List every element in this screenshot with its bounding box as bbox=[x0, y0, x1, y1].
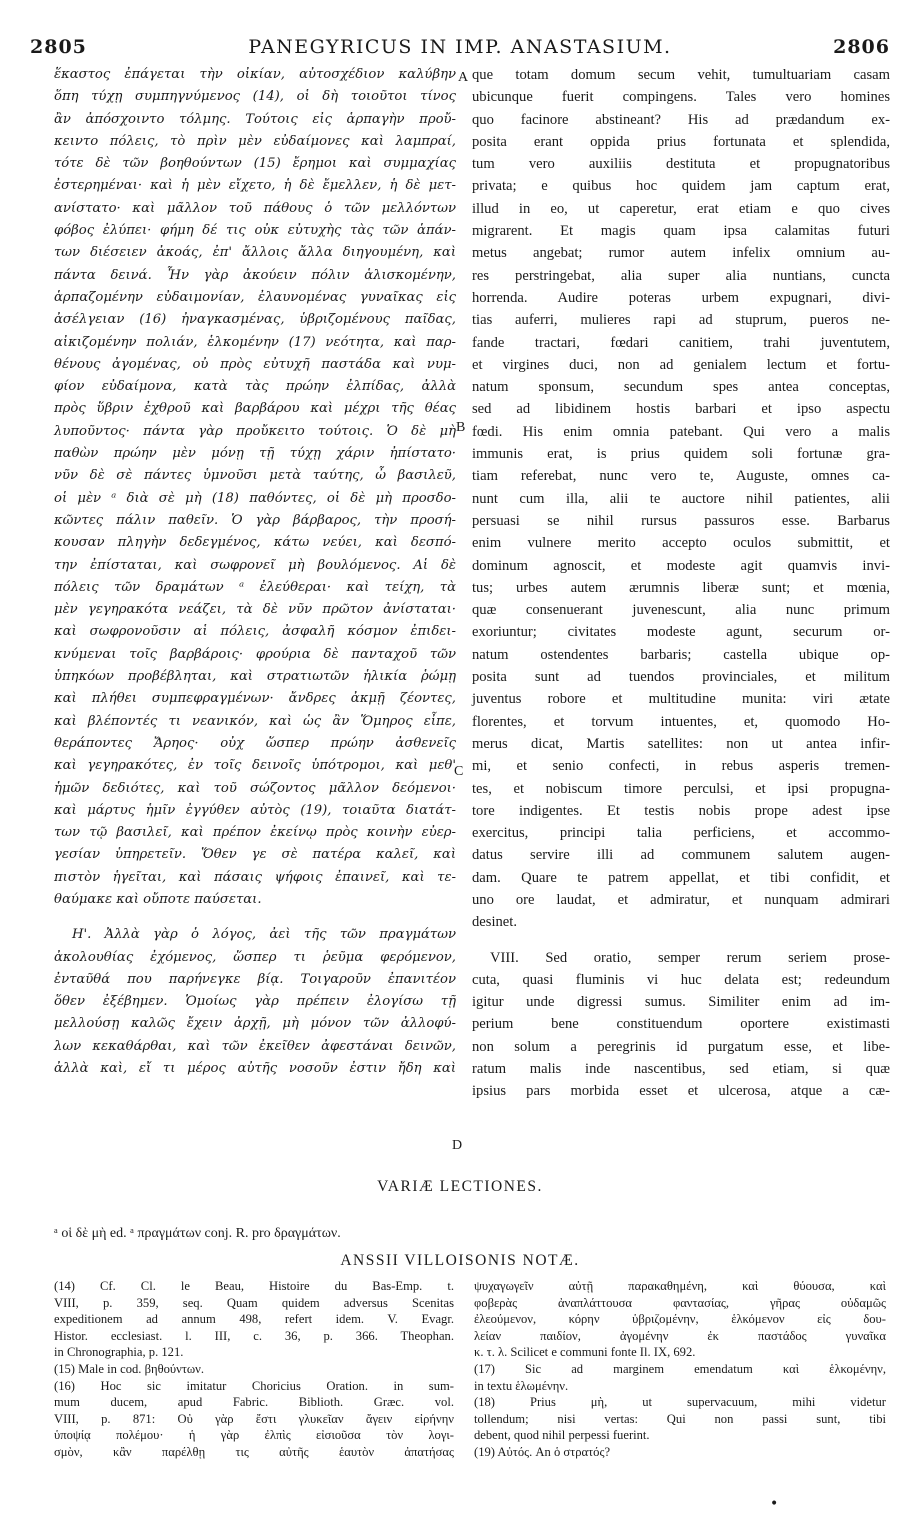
notes-title: ANSSII VILLOISONIS NOTÆ. bbox=[340, 1252, 580, 1269]
note-line: VIII, p. 359, seq. Quam quidem adversus Scenitas bbox=[54, 1295, 454, 1310]
text-line: sed ad libidinem hostis barbari et ipso aspectu bbox=[472, 401, 890, 418]
text-line: res perstringebat, alia super alia nuntians, cuncta bbox=[472, 267, 890, 284]
text-line: non solum a peregrinis id purgatum esse, et libe- bbox=[472, 1038, 890, 1055]
text-line: tes, et nobiscum timore perculsi, et ipsi propugna- bbox=[472, 780, 890, 797]
text-line: μὲν γεγηρακότα νεάζει, τὰ δὲ νῦν πρῶτον ἀνίσταται· bbox=[54, 602, 456, 618]
notes-right-column bbox=[474, 1278, 886, 1461]
text-line: enim vulnere merito accepto oculos submittit, et bbox=[472, 535, 890, 552]
text-line: ratum malis inde nascentibus, sed etiam, si quæ bbox=[472, 1061, 890, 1078]
margin-letter-a: A bbox=[458, 70, 469, 85]
text-line: ὅπη τύχῃ συμπηγνύμενος (14), οἱ δὴ τοιοῦτοι τίνος bbox=[54, 89, 456, 105]
note-line: (19) Αὐτός. An ὁ στρατός? bbox=[474, 1444, 611, 1459]
text-line: ipsius pars morbida esset et ulcerosa, atque a cæ- bbox=[472, 1083, 890, 1100]
bottom-mark: • bbox=[770, 1496, 779, 1512]
variae-lectiones-text: ᵃ οἱ δὲ μὴ ed. ᵃ πραγμάτων conj. R. pro δραγμάτων. bbox=[54, 1226, 341, 1241]
text-line: exercitus, principi talia perficiens, et accommo- bbox=[472, 825, 890, 842]
margin-letter-d: D bbox=[452, 1138, 463, 1153]
note-line: σμὸν, κἂν παρέλθῃ τις αὐτῆς ἑαυτὸν ἀπατήσας bbox=[54, 1444, 454, 1459]
text-line: horrenda. Audire poteras urbem expugnari, divi- bbox=[472, 289, 890, 306]
text-line: desinet. bbox=[472, 914, 517, 931]
note-line: κ. τ. λ. Scilicet e communi fonte Il. IX, 692. bbox=[474, 1345, 696, 1360]
text-line: πόλεις τῶν δραμάτων ᵃ ἐλεύθεραι· καὶ τείχη, τὰ bbox=[54, 579, 456, 595]
note-line: tollendum; nisi vertas: Qui non passi sunt, tibi bbox=[474, 1411, 886, 1426]
note-line: (14) Cf. Cl. le Beau, Histoire du Bas-Emp. t. bbox=[54, 1279, 454, 1293]
note-line: in Chronographia, p. 121. bbox=[54, 1345, 184, 1360]
text-line: ἀσέλγειαν (16) ἠναγκασμένας, ὑβριζομένους παῖδας, bbox=[54, 312, 456, 328]
text-line: juventus robore et multitudine munita: viri ætate bbox=[472, 691, 890, 708]
text-line: florentes, et torvum intuentes, et, quomodo Ho- bbox=[472, 713, 890, 730]
text-line: οἱ μὲν ᵃ διὰ σὲ μὴ (18) παθόντες, οἱ δὲ μὴ προσδο- bbox=[54, 490, 456, 506]
text-line: θένους ἀγομένας, οὐ πρὸς εὐτυχῆ παστάδα καὶ νυμ- bbox=[54, 356, 456, 372]
note-line: expeditionem ad annum 498, refert idem. V. Evagr. bbox=[54, 1312, 454, 1327]
note-line: (16) Hoc sic imitatur Choricius Oration. in sum- bbox=[54, 1378, 454, 1393]
text-line: των διέσειεν ἀκοάς, ἐπ' ἄλλοις ἄλλα διηγουμένη, καὶ bbox=[54, 245, 456, 261]
text-line: ἁρπαζομένην εὐδαιμονίαν, ἐλαυνομένας γυναῖκας εἰς bbox=[54, 289, 456, 305]
text-line: persuasi se nihil rursus passuros esse. Barbarus bbox=[472, 512, 890, 529]
text-line: θαύμακε καὶ οὔποτε παύσεται. bbox=[54, 891, 262, 907]
text-line: καὶ γεγηρακότες, ἐν τοῖς δεινοῖς ὑπότρομοι, καὶ μεθ' bbox=[54, 758, 456, 774]
text-line: πιστὸν ἡγεῖται, καὶ πάσαις ψήφοις ἐπαινεῖ, καὶ τε- bbox=[54, 869, 456, 885]
text-line: ἀκολουθίας ἐχόμενος, ὥσπερ τι ῥεῦμα φερόμενον, bbox=[54, 949, 456, 965]
text-line: uno ore laudat, et admiratur, et nunquam admirari bbox=[472, 891, 890, 908]
page-number-left: 2805 bbox=[30, 36, 87, 58]
text-line: φόβος ἐλύπει· φήμη δέ τις οὐκ εὐτυχὴς τὰς τῶν ἁπάν- bbox=[54, 223, 456, 239]
notes-left-column bbox=[54, 1278, 454, 1461]
text-line: καὶ σωφρονοῦσιν αἱ πόλεις, ἀσφαλῆ κόσμον ἐπιδει- bbox=[54, 624, 456, 640]
note-line: debent, quod nihil perpessi fuerint. bbox=[474, 1428, 650, 1443]
text-line: ὅθεν ἐξέβημεν. Ὁμοίως γὰρ πρέπειν ἐλογίσω τῇ bbox=[54, 994, 456, 1010]
text-line: θεράποντες Ἄρηος· οὐχ ὥσπερ πρώην ἀσθενεῖς bbox=[54, 735, 456, 751]
text-line: λυποῦντος· πάντα γὰρ προὔκειτο τούτοις. Ὁ δὲ μὴ bbox=[54, 423, 456, 439]
note-line: in textu ἑλωμένην. bbox=[474, 1378, 569, 1393]
text-line: καὶ μάρτυς ἡμῖν ἐγγύθεν αὐτὸς (19), τοιαῦτα διατάτ- bbox=[54, 802, 456, 818]
note-line: VIII, p. 871: Οὐ γὰρ ἔστι γλυκεῖαν ἄγειν εἰρήνην bbox=[54, 1411, 454, 1426]
text-line: πάντα δεινά. Ἦν γὰρ ἀκούειν πόλιν ἁλισκομένην, bbox=[54, 267, 456, 283]
text-line: νῦν δὲ σὲ πάντες ὑμνοῦσι μετὰ ταύτης, ὦ βασιλεῦ, bbox=[54, 468, 456, 484]
text-line: dominum agnoscit, et modeste agit quamvis invi- bbox=[472, 557, 890, 574]
text-line: Η'. Ἀλλὰ γὰρ ὁ λόγος, ἀεὶ τῆς τῶν πραγμάτων bbox=[72, 927, 456, 943]
greek-text-column bbox=[54, 64, 456, 1080]
text-line: et virgines duci, non ad genialem lectum et fortu- bbox=[472, 356, 890, 373]
text-line: perium bene constituendum oportere existimasti bbox=[472, 1016, 890, 1033]
text-line: κειντο πόλεις, τὸ πρὶν μὲν εὐδαίμονες καὶ λαμπραί, bbox=[54, 133, 456, 149]
note-line: Histor. ecclesiast. l. III, c. 36, p. 366. Theophan. bbox=[54, 1328, 454, 1343]
text-line: quo facinore abstineant? His ad prædandum ex- bbox=[472, 111, 890, 128]
text-line: metus angebat; rumor autem infelix omnium au- bbox=[472, 245, 890, 262]
text-line: καὶ βλέποντές τι νεανικόν, καὶ ὡς ἂν Ὅμηρος εἶπε, bbox=[54, 713, 456, 729]
note-line: ψυχαγωγεῖν αὐτῇ παρακαθημένη, καὶ θύουσα, καὶ bbox=[474, 1279, 886, 1293]
note-line: λείαν παιδίον, ἀγομένην ἐκ παστάδος γυναῖκα bbox=[474, 1328, 886, 1343]
text-line: natum ostendentes barbaris; castella ubique op- bbox=[472, 646, 890, 663]
text-line: tus; urbes autem ærumnis liberæ sunt; et mœnia, bbox=[472, 579, 890, 596]
note-line: mum ducem, apud Fabric. Biblioth. Græc. vol. bbox=[54, 1395, 454, 1410]
margin-letter-c: C bbox=[454, 764, 464, 779]
text-line: posita erant oppida prius fortunata et splendida, bbox=[472, 133, 890, 150]
text-line bbox=[54, 911, 456, 924]
text-line: ἕκαστος ἐπάγεται τὴν οἰκίαν, αὐτοσχέδιον καλύβην bbox=[54, 67, 456, 82]
text-line: dam. Quare te patrem appellat, et tibi confidit, et bbox=[472, 869, 890, 886]
note-line: (18) Prius μὴ, ut supervacuum, mihi videtur bbox=[474, 1395, 886, 1410]
text-line: nunt cum illa, alii te auctore nihil patientes, alii bbox=[472, 490, 890, 507]
text-line: merus dicat, Martis satellites: non ut antea infir- bbox=[472, 735, 890, 752]
text-line: πρὸς ὕβριν ἐχθροῦ καὶ βαρβάρου καὶ μέχρι τῆς θέας bbox=[54, 401, 456, 417]
margin-letter-b: B bbox=[456, 420, 466, 435]
text-line: tum vero auxiliis destituta et propugnatoribus bbox=[472, 156, 890, 173]
text-line: datus servire illi ad communem salutem augen- bbox=[472, 847, 890, 864]
text-line: natum sponsum, secundum spes antea conceptas, bbox=[472, 379, 890, 396]
text-line: γεσίαν ὑπηρετεῖν. Ὅθεν γε σὲ πατέρα καλεῖ, καὶ bbox=[54, 847, 456, 863]
text-line: mi, et senio confecti, in rebus asperis tremen- bbox=[472, 758, 890, 775]
note-line: (17) Sic ad marginem emendatum καὶ ἑλκομένην, bbox=[474, 1361, 886, 1376]
note-line: ὑποψίᾳ πολέμου· ἡ γὰρ ἐλπὶς εἰσιοῦσα τὸν λογι- bbox=[54, 1428, 454, 1443]
text-line: αἰκιζομένην πολιάν, ἑλκομένην (17) νεότητα, καὶ παρ- bbox=[54, 334, 456, 350]
text-line: κνύμεναι τοῖς βαρβάροις· φρούρια δὲ πανταχοῦ τῶν bbox=[54, 646, 456, 662]
variae-lectiones-title: VARIÆ LECTIONES. bbox=[377, 1178, 543, 1195]
text-line: exoriuntur; civitates modeste agunt, securum or- bbox=[472, 624, 890, 641]
text-line: μελλούσῃ καλῶς ἔχειν ἀρχῇ, μὴ μόνον τῶν ἀλλοφύ- bbox=[54, 1016, 456, 1032]
latin-text-column bbox=[472, 64, 890, 1103]
text-line: ubicunque fuerit compingens. Tales vero homines bbox=[472, 89, 890, 106]
note-line: φοβερὰς ἀναπλάττουσα φαντασίας, γῆρας οὐδαμῶς bbox=[474, 1295, 886, 1310]
text-line: ἐνταῦθά που παρήνεγκε βίᾳ. Τοιγαροῦν ἐπανιτέον bbox=[54, 971, 456, 987]
text-line: παθὼν πρώην μὲν μόνῃ τῇ τύχῃ χάριν ἠπίστατο· bbox=[54, 446, 456, 462]
text-line: την ἐπίσταται, καὶ σωφρονεῖ μὴ βουλόμενος. Αἱ δὲ bbox=[54, 557, 456, 573]
text-line: quæ consenuerant juvenescunt, alia nunc primum bbox=[472, 602, 890, 619]
text-line: cuta, quasi fluminis vi huc delata est; redeundum bbox=[472, 971, 890, 988]
running-title: PANEGYRICUS IN IMP. ANASTASIUM. bbox=[248, 36, 672, 58]
note-line: (15) Male in cod. βηθούντων. bbox=[54, 1361, 205, 1376]
text-line: tore indigentes. Et testis nobis prope adest ipse bbox=[472, 802, 890, 819]
text-line: privata; e quibus hoc quidem jam captum erat, bbox=[472, 178, 890, 195]
text-line: que totam domum secum vehit, tumultuariam casam bbox=[472, 67, 890, 83]
text-line: fande tractari, fœdari canitiem, trahi juventutem, bbox=[472, 334, 890, 351]
text-line: illud in eo, ut caperetur, erat etiam e quo cives bbox=[472, 200, 890, 217]
text-line: ἐστερημέναι· καὶ ἡ μὲν εἴχετο, ἡ δὲ ἔμελλεν, ἡ δὲ μετ- bbox=[54, 178, 456, 194]
text-line: τότε δὲ τῶν βοηθούντων (15) ἔρημοι καὶ συμμαχίας bbox=[54, 156, 456, 172]
text-line: VIII. Sed oratio, semper rerum seriem prose- bbox=[490, 949, 890, 966]
text-line: ἀλλὰ καὶ, εἴ τι μέρος αὐτῆς νοσοῦν ἐστιν ἤδη καὶ bbox=[54, 1061, 456, 1077]
text-line: ἡμῶν δεδιότες, καὶ τοῦ σώζοντος μᾶλλον δεόμενοι· bbox=[54, 780, 456, 796]
text-line: posita sunt ad tuendos provinciales, et militum bbox=[472, 669, 890, 686]
running-header bbox=[30, 36, 890, 60]
text-line: καὶ πλήθει συμπεφραγμένων· ἄνδρες ἀκμῇ ζέοντες, bbox=[54, 691, 456, 707]
text-line: κῶντες πάλιν παθεῖν. Ὁ γὰρ βάρβαρος, τὴν προσή- bbox=[54, 512, 456, 528]
text-line: λων κεκαθάρθαι, καὶ τῶν ἐκεῖθεν ἀφεστάναι δεινῶν, bbox=[54, 1038, 456, 1054]
text-line: των τῷ βασιλεῖ, καὶ πρέπον ἐκείνῳ πρὸς κοινὴν εὐερ- bbox=[54, 825, 456, 841]
text-line: migrarent. Et magis quam ipsa calamitas futuri bbox=[472, 223, 890, 240]
page-number-right: 2806 bbox=[833, 36, 890, 58]
text-line: tias auferri, mulieres rapi ad stuprum, pueros ne- bbox=[472, 312, 890, 329]
text-line: fœdi. His enim omnia patebant. Qui vero a malis bbox=[472, 423, 890, 440]
note-line: ἐλεούμενον, κόρην ὑβριζομένην, ἑλκόμενον εἰς δου- bbox=[474, 1312, 886, 1327]
text-line: ὑπηκόων προβέβληται, καὶ στρατιωτῶν ἡλικία ῥώμῃ bbox=[54, 669, 456, 685]
text-line: ἂν ἀπόσχοιντο τόλμης. Τούτοις εἰς ἁρπαγὴν προὔ- bbox=[54, 111, 456, 127]
text-line: κουσαν πληγὴν δεδεγμένος, κάτω νεύει, καὶ δεσπό- bbox=[54, 535, 456, 551]
text-line: igitur unde digressi sumus. Similiter enim ad im- bbox=[472, 994, 890, 1011]
text-line: ανίστατο· καὶ μᾶλλον τοῦ πάθους ὁ τῶν μελλόντων bbox=[54, 200, 456, 216]
text-line: tiam referebat, nunc vero te, Auguste, omnes ca- bbox=[472, 468, 890, 485]
text-line: φίον εὐδαίμονα, κατὰ τὰς πρώην ἐλπίδας, ἀλλὰ bbox=[54, 379, 456, 395]
text-line: immunis erat, is prius quidem soli fortunæ gra- bbox=[472, 446, 890, 463]
